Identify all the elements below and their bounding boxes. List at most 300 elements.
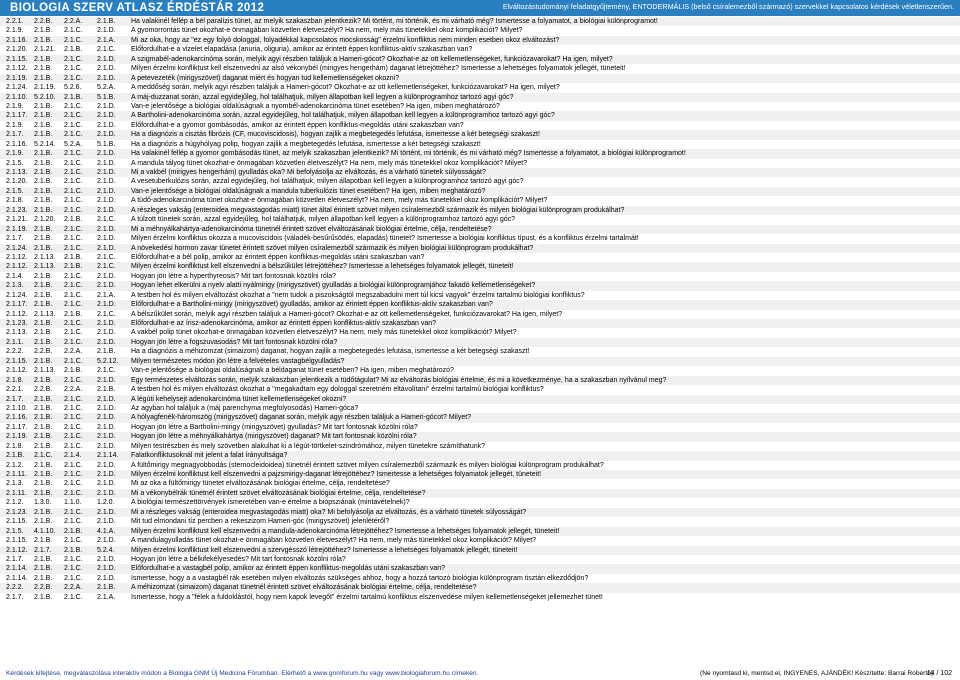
code-4: 2.1.D.: [97, 206, 116, 214]
question-text: Ha valakinél fellép a gyomor gombásodás tünet, az melyik szakaszban jelentkezik? Mi történt, mi történik, és mi várható még? Ismertesse a folyamatot, a biológiai különprogramot!: [131, 150, 686, 158]
question-text: Ha a diagnózis a méhizomzat (simaizom) daganat, hogyan zajlik a megbetegedés lefutása, ismertesse a két betegségi szakaszt!: [131, 348, 530, 356]
table-row: [0, 55, 960, 64]
code-2: 2.1.B.: [34, 574, 53, 582]
page-title: BIOLOGIA SZERV ATLASZ ÉRDÉSTÁR 2012: [10, 2, 265, 14]
code-4: 2.1.D.: [97, 112, 116, 120]
code-2: 2.1.B.: [34, 159, 53, 167]
code-2: 2.1.B.: [34, 74, 53, 82]
code-3: 2.1.C.: [64, 74, 83, 82]
code-2: 2.1.13.: [34, 367, 56, 375]
code-4: 2.1.D.: [97, 442, 116, 450]
code-3: 2.1.B.: [64, 310, 83, 318]
code-1: 2.1.1.: [6, 338, 24, 346]
code-2: 2.1.B.: [34, 338, 53, 346]
question-text: A máj-duzzanat során, azzal egyidejűleg, hol találhatjuk, milyen állapotban kell legyen a különprogramhoz tartozó agyi góc?: [131, 93, 514, 101]
question-text: A testben hol és milyen elváltozást okozhat a "megakadtam egy dologgal szeretném eltávolítani" érzelmi tartalmú biológiai konfliktus?: [131, 386, 544, 394]
code-4: 5.2.4.: [97, 546, 115, 554]
code-3: 2.1.C.: [64, 414, 83, 422]
code-3: 2.1.C.: [64, 55, 83, 63]
table-row: [0, 187, 960, 196]
code-2: 2.1.B.: [34, 395, 53, 403]
code-2: 2.1.B.: [34, 301, 53, 309]
table-row: [0, 479, 960, 488]
question-text: Mi a részleges vakság (enteroidea megvastagodás miatt) oka? Mi befolyásolja az elváltozás, és a várható tünetek súlyosságát?: [131, 508, 527, 516]
code-2: 2.1.B.: [34, 169, 53, 176]
code-1: 2.2.1.: [6, 386, 24, 394]
code-3: 2.1.C.: [64, 338, 83, 346]
question-text: Van-e jelentősége a biológiai oldalúságnak a béldaganat tünet esetében? Ha igen, miben meghatározó?: [131, 367, 454, 375]
code-1: 2.1.9.: [6, 121, 24, 129]
code-4: 2.1.D.: [97, 395, 116, 403]
code-2: 2.1.13.: [34, 310, 56, 318]
code-4: 2.1.D.: [97, 121, 116, 129]
code-2: 2.1.B.: [34, 65, 53, 73]
table-row: [0, 319, 960, 328]
code-4: 2.1.D.: [97, 320, 116, 327]
code-1: 2.1.17.: [6, 112, 28, 120]
code-3: 2.1.C.: [64, 159, 83, 167]
table-row: [0, 413, 960, 422]
code-3: 2.1.C.: [64, 320, 83, 327]
code-3: 2.1.C.: [64, 235, 83, 243]
code-3: 2.1.C.: [64, 518, 83, 526]
question-text: A Bartholini-adenokarcinóma során, azzal egyidejűleg, hol találhatjuk, milyen állapotban kell legyen a különprogramhoz tartozó agyi góc?: [131, 112, 555, 120]
code-1: 2.1.13.: [6, 329, 28, 337]
code-4: 2.1.D.: [97, 235, 116, 243]
code-1: 2.1.11.: [6, 471, 27, 478]
question-text: Milyen érzelmi konfliktust kell elszenvedni a szervgésszó létrejöttéhez? Ismertesse a lehetséges folyamatok jellegét, tüneteit!: [131, 546, 518, 554]
code-4: 5.1.B.: [97, 93, 116, 101]
question-text: Milyen érzelmi konfliktust kell elszenvedni a pajzsmirigy-daganat létrejöttéhez? Ismertesse a lehetséges folyamatok jellegét, tüneteit!: [131, 471, 542, 478]
table-row: [0, 546, 960, 555]
code-4: 2.1.D.: [97, 471, 116, 478]
code-1: 2.1.13.: [6, 169, 28, 176]
code-4: 2.1.D.: [97, 537, 116, 545]
question-text: Mit tud elmondani tíz percben a rekeszizom Hameri-góc (mirigyszövet) jelenlétéről?: [131, 518, 390, 526]
code-4: 2.1.D.: [97, 480, 116, 488]
code-2: 2.1.19.: [34, 84, 56, 92]
table-row: [0, 347, 960, 356]
code-1: 2.1.5.: [6, 527, 24, 535]
table-row: [0, 234, 960, 243]
code-4: 2.1.D.: [97, 555, 116, 563]
question-text: A biológiai természettörvények ismeretében van-e értelme a biopsziának (mintavételnek)?: [131, 499, 410, 507]
question-text: Mi az oka a fültőmirigy tünetet elváltozásának biológiai értelme, célja, rendeltetése?: [131, 480, 390, 488]
table-row: [0, 262, 960, 271]
table-row: [0, 508, 960, 517]
code-2: 2.1.21.: [34, 46, 56, 54]
table-row: [0, 328, 960, 337]
code-4: 5.2.A.: [97, 84, 116, 92]
table-row: [0, 583, 960, 592]
code-4: 2.1.D.: [97, 197, 116, 205]
code-4: 2.1.C.: [97, 310, 116, 318]
code-4: 2.1.D.: [97, 338, 116, 346]
code-2: 2.1.20.: [34, 216, 56, 224]
code-2: 2.1.B.: [34, 404, 53, 412]
code-2: 2.1.B.: [34, 433, 53, 441]
code-1: 2.1.20.: [6, 46, 28, 54]
table-row: [0, 357, 960, 366]
code-1: 2.1.10.: [6, 93, 28, 101]
code-1: 2.1.24.: [6, 291, 28, 299]
table-row: [0, 130, 960, 139]
code-2: 2.1.B.: [34, 27, 53, 35]
question-text: Van-e jelentősége a biológiai oldalúságnak a mandula tuberkulózis tünet esetében? Ha igen, miben meghatározó?: [131, 187, 486, 195]
code-2: 2.1.B.: [34, 36, 53, 44]
table-row: [0, 215, 960, 224]
code-1: 2.1.7.: [6, 235, 24, 243]
code-2: 2.1.B.: [34, 235, 53, 243]
question-text: A mandulagyulladás tünet okozhat-e önmagában közvetlen életveszélyt? Ha nem, mely más tünetekkel okoz komplikációt? Milyet?: [131, 537, 537, 545]
table-row: [0, 338, 960, 347]
table-row: [0, 225, 960, 234]
code-1: 2.1.16.: [6, 36, 28, 44]
code-3: 2.1.C.: [64, 301, 83, 309]
table-row: [0, 376, 960, 385]
code-4: 1.2.0.: [97, 499, 115, 507]
code-3: 1.1.0.: [64, 499, 82, 507]
code-2: 2.1.B.: [34, 357, 53, 365]
code-4: 2.1.D.: [97, 55, 116, 63]
code-1: 2.1.14.: [6, 574, 28, 582]
code-3: 2.1.C.: [64, 565, 83, 573]
code-3: 2.1.C.: [64, 187, 83, 195]
table-row: [0, 310, 960, 319]
code-2: 2.1.B.: [34, 55, 53, 63]
question-text: A meddőség során, melyik agyi részben találjuk a Hameri-gócot? Okozhat-e az ott kellemetlenségeket, funkciózavarokat? Ha igen, milyet?: [131, 84, 560, 92]
code-1: 2.1.11.: [6, 489, 27, 497]
code-2: 2.2.B.: [34, 584, 53, 592]
code-4: 2.1.C.: [97, 253, 116, 261]
question-text: Előfordulhat-e a vizelet elapadása (anuria, oliguria), amikor az érintett éppen konfliktus-aktív szakaszban van?: [131, 46, 473, 54]
code-4: 2.1.D.: [97, 433, 116, 441]
code-3: 2.2.A.: [64, 348, 83, 356]
table-row: [0, 149, 960, 158]
code-4: 2.1.A.: [97, 36, 116, 44]
code-2: 2.1.B.: [34, 461, 53, 469]
code-3: 2.1.B.: [64, 367, 83, 375]
code-1: 2.1.3.: [6, 282, 24, 290]
code-3: 2.1.C.: [64, 244, 83, 252]
table-row: [0, 196, 960, 205]
footer-forum-note[interactable]: Kérdések kifejtése, megválaszolása interaktív módon a Biológia GNM Új Medicina Fórumban. Elérhető a www.gnmforum.hu vagy www.biologiaforum.hu címeken.: [6, 670, 479, 677]
code-3: 2.1.C.: [64, 442, 83, 450]
code-4: 2.1.D.: [97, 65, 116, 73]
table-row: [0, 574, 960, 583]
question-text: A mandula tályog tünet okozhat-e önmagában közvetlen életveszélyt? Ha nem, mely más tünetekkel okoz komplikációt? Milyet?: [131, 159, 528, 167]
code-3: 2.1.C.: [64, 169, 83, 176]
code-2: 2.1.7.: [34, 546, 52, 554]
code-1: 2.1.12.: [6, 546, 28, 554]
question-text: Ha valakinél fellép a bél paralízis tünet, az melyik szakaszban jelentkezik? Mi történt, mi történik, és mi várható még? Ismertesse a folyamatot, a biológiai különprogramot!: [131, 18, 658, 25]
page-header: [0, 0, 960, 16]
code-2: 2.1.B.: [34, 320, 53, 327]
table-row: [0, 17, 960, 26]
table-row: [0, 404, 960, 413]
code-4: 2.1.D.: [97, 244, 116, 252]
code-4: 2.1.D.: [97, 159, 116, 167]
code-3: 2.1.B.: [64, 216, 83, 224]
code-1: 2.1.19.: [6, 74, 28, 82]
code-3: 2.1.B.: [64, 46, 83, 54]
table-row: [0, 83, 960, 92]
question-text: Mi a vakbél (mirigyes hengerhám) gyulladás oka? Mi befolyásolja az elváltozás, és a várható tünetek súlyosságát?: [131, 169, 486, 176]
question-text: Az agyban hol találjuk a (máj parenchyma megfolyosodás) Hameri-góca?: [131, 404, 359, 412]
question-text: A petevezeték (mirigyszövet) daganat miért és hogyan tud kellemetlenségeket okozni?: [131, 74, 400, 82]
code-4: 2.1.D.: [97, 508, 116, 516]
code-4: 4.1.A.: [97, 527, 116, 535]
code-1: 2.1.2.: [6, 461, 24, 469]
code-1: 2.1.23.: [6, 320, 28, 327]
question-text: Milyen természetes módon jön létre a felvételes vastagbélgyulladás?: [131, 357, 345, 365]
code-1: 2.1.20.: [6, 178, 28, 186]
code-2: 2.1.B.: [34, 518, 53, 526]
code-3: 2.1.B.: [64, 546, 83, 554]
footer-author-note: (Ne nyomtasd ki, mentsd el, INGYENES, AJÁNDÉK! Készítette: Barrai Roberto): [700, 670, 934, 677]
table-row: [0, 36, 960, 45]
code-3: 2.1.B.: [64, 263, 83, 271]
question-text: Ha a diagnózis a cisztás fibrózis (CF, mucoviscidosis), hogyan zajlik a megbetegedés lefutása, ismertesse a két betegségi szakaszt!: [131, 131, 540, 139]
code-2: 2.1.B.: [34, 291, 53, 299]
code-4: 2.1.A.: [97, 291, 116, 299]
question-table: [0, 17, 960, 602]
code-1: 2.1.23.: [6, 508, 28, 516]
code-1: 2.1.24.: [6, 244, 28, 252]
question-text: A vesetuberkulózis során, azzal egyidejűleg, hol találhatjuk, milyen állapotban kell legyen a különprogramhoz tartozó agyi góc?: [131, 178, 524, 186]
question-text: A növekedési hormon zavar tünetet érintett szövet milyen csíralemezből származik és milyen biológiai különprogram produkálhat?: [131, 244, 534, 252]
code-4: 5.2.12.: [97, 357, 119, 365]
code-2: 2.1.B.: [34, 593, 53, 601]
code-4: 2.1.D.: [97, 74, 116, 82]
table-row: [0, 555, 960, 564]
code-3: 2.1.C.: [64, 433, 83, 441]
code-2: 2.1.B.: [34, 329, 53, 337]
code-3: 2.1.C.: [64, 471, 83, 478]
question-text: A hólyagfenék-háromszög (mirigyszövet) daganat során, melyik agyi részben találjuk a Hameri-gócot? Milyet?: [131, 414, 472, 422]
code-4: 2.1.D.: [97, 187, 116, 195]
code-2: 2.1.B.: [34, 480, 53, 488]
code-2: 2.1.B.: [34, 471, 53, 478]
code-1: 2.1.B.: [6, 452, 25, 460]
question-text: A vakbél polip tünet okozhat-e önmagában közvetlen életveszélyt? Ha nem, mely más tünetekkel okoz komplikációt? Milyet?: [131, 329, 517, 337]
code-4: 2.1.D.: [97, 574, 116, 582]
code-3: 2.1.C.: [64, 27, 83, 35]
code-3: 2.1.C.: [64, 423, 83, 431]
code-2: 2.1.B.: [34, 414, 53, 422]
question-text: A méhizomzat (simaizom) daganat tünetnél érintett szövet elváltozásának biológiai értelme, célja, rendeltetése?: [131, 584, 477, 592]
code-2: 2.1.B.: [34, 197, 53, 205]
code-1: 2.1.12.: [6, 65, 28, 73]
page-number: 14 / 102: [926, 670, 952, 677]
question-text: A részleges vakság (enteroidea megvastagodás miatt) tünet által érintett szövet milyen csíralemezből származik és milyen biológiai különprogram produkálhat?: [131, 206, 625, 214]
code-2: 2.1.B.: [34, 121, 53, 129]
table-row: [0, 395, 960, 404]
table-row: [0, 272, 960, 281]
code-4: 2.1.D.: [97, 150, 116, 158]
code-3: 2.1.B.: [64, 253, 83, 261]
code-4: 2.1.B.: [97, 348, 116, 356]
question-text: Falatkonfliktusoknál mit jelent a falat írányultsága?: [131, 452, 288, 460]
code-1: 2.1.2.: [6, 499, 24, 507]
table-row: [0, 527, 960, 536]
question-text: A tüdő-adenokarcinóma tünet okozhat-e önmagában közvetlen életveszélyt? Ha nem, mely más tünetekkel okoz komplikációt? Milyet?: [131, 197, 548, 205]
code-1: 2.1.14.: [6, 565, 28, 573]
table-row: [0, 461, 960, 470]
code-1: 2.1.12.: [6, 367, 28, 375]
code-1: 2.1.7.: [6, 131, 24, 139]
code-1: 2.1.7.: [6, 555, 24, 563]
table-row: [0, 281, 960, 290]
code-1: 2.1.23.: [6, 206, 28, 214]
code-2: 2.1.B.: [34, 508, 53, 516]
table-row: [0, 206, 960, 215]
code-1: 2.1.19.: [6, 225, 28, 233]
table-row: [0, 291, 960, 300]
table-row: [0, 159, 960, 168]
code-3: 2.1.C.: [64, 537, 83, 545]
code-1: 2.1.9.: [6, 150, 24, 158]
code-1: 2.1.15.: [6, 537, 28, 545]
code-1: 2.1.16.: [6, 140, 28, 148]
code-3: 5.2.A.: [64, 140, 83, 148]
question-text: Mi az oka, hogy az "ez egy folyó dologgal, folyadékkal kapcsolatos mocskosság" érzelmi konfliktus nem minden esetben okoz elváltozást?: [131, 36, 560, 44]
question-text: Hogyan lehet elkerülni a nyelv alatti nyálmirigy (mirigyszövet) gyulladás a biológiai különprogramjához fakadó kellemetlenségeket?: [131, 282, 536, 290]
code-1: 2.1.9.: [6, 27, 24, 35]
code-1: 2.2.2.: [6, 348, 24, 356]
table-row: [0, 45, 960, 54]
question-text: A fültőmirigy megnagyobbodás (sternocleidoidea) tünetnél érintett szövet milyen csíralemezből származik és milyen biológiai különprogram produkálhat?: [131, 461, 604, 469]
question-text: A túlzott tünetek során, azzal egyidejűleg, hol találhatjuk, milyen állapotban kell legyen a különprogramhoz tartozó agyi góc?: [131, 216, 516, 224]
table-row: [0, 451, 960, 460]
code-1: 2.1.24.: [6, 84, 28, 92]
code-3: 2.1.C.: [64, 593, 83, 601]
question-text: Előfordulhat-e a gyomor gombásodás, amikor az érintett éppen konfliktus-megoldás utáni szakaszban van?: [131, 121, 464, 129]
code-2: 2.1.B.: [34, 376, 53, 384]
question-text: A bélszűkület során, melyik agyi részben találjuk a Hameri-gócot? Okozhat-e az ott kellemetlenségeket, funkciózavarokat? Ha igen, milyet?: [131, 310, 563, 318]
table-row: [0, 244, 960, 253]
question-text: Előfordulhat-e az írisz-adenokarcinóma, amikor az érintett éppen konfliktus-aktív szakaszban van?: [131, 320, 437, 327]
code-3: 2.1.C.: [64, 102, 83, 110]
code-1: 2.1.17.: [6, 301, 28, 309]
code-3: 2.1.C.: [64, 291, 83, 299]
question-text: Hogyan jön létre a fogszuvasodás? Mit tart fontosnak közölni róla?: [131, 338, 338, 346]
table-row: [0, 536, 960, 545]
code-4: 2.1.D.: [97, 169, 116, 176]
code-1: 2.1.15.: [6, 55, 28, 63]
table-row: [0, 432, 960, 441]
question-text: A gyomorrontás tünet okozhat-e önmagában közvetlen életveszélyt? Ha nem, mely más tünetekkel okoz komplikációt? Milyet?: [131, 27, 523, 35]
question-text: Mi a méhnyálkahártya-adenokarcinóma tünetnél érintett szövet elváltozásának biológiai értelme, célja, rendeltetése?: [131, 225, 492, 233]
question-text: Van-e jelentősége a biológiai oldalúságnak a nyombél-adenokarcinóma tünet esetében? Ha igen, miben meghatározó?: [131, 102, 500, 110]
code-3: 2.1.C.: [64, 178, 83, 186]
table-row: [0, 93, 960, 102]
question-text: Előfordulhat-e a Bartholini-mirigy (mirigyszövet) gyulladás, amikor az érintett éppen konfliktus-aktív szakaszban van?: [131, 301, 493, 309]
code-3: 2.2.A.: [64, 18, 83, 25]
question-text: Milyen testrészben és mely szövetben alakulhat ki a légút-törtkelet-szindrómához, milyen tünetekre számíthatunk?: [131, 442, 486, 450]
code-4: 2.1.B.: [97, 584, 116, 592]
table-row: [0, 300, 960, 309]
code-3: 2.1.C.: [64, 131, 83, 139]
code-4: 2.1.B.: [97, 386, 116, 394]
code-4: 2.1.D.: [97, 404, 116, 412]
code-1: 2.1.3.: [6, 480, 24, 488]
code-1: 2.1.4.: [6, 272, 24, 280]
code-2: 2.1.B.: [34, 187, 53, 195]
code-3: 2.1.C.: [64, 555, 83, 563]
question-text: Milyen érzelmi konfliktus okozza a mucoviscidois (váladék-besűrűsödés, elapadás) tünetet? Ismertesse a biológiai konfliktus típust, és a konfliktus érzelmi tartalmát!: [131, 235, 639, 243]
code-2: 1.3.0.: [34, 499, 52, 507]
code-3: 2.1.C.: [64, 206, 83, 214]
code-2: 2.1.C.: [34, 452, 53, 460]
table-row: [0, 177, 960, 186]
code-4: 2.1.C.: [97, 367, 116, 375]
code-3: 2.1.C.: [64, 112, 83, 120]
code-4: 5.1.B.: [97, 140, 116, 148]
code-1: 2.1.17.: [6, 423, 28, 431]
code-2: 2.1.B.: [34, 489, 53, 497]
table-row: [0, 168, 960, 177]
code-4: 2.1.D.: [97, 131, 116, 139]
question-text: Hogyan jön létre a hyperthyreosis? Mit tart fontosnak közölni róla?: [131, 272, 337, 280]
question-text: A testben hol és milyen elváltozást okozhat a "nem tudok a piszokságtól megszabadulni mert túl kicsi vagyok" érzelmi tartalmú biológiai konfliktus?: [131, 291, 585, 299]
code-4: 2.1.D.: [97, 27, 116, 35]
page-footer: [0, 668, 960, 680]
table-row: [0, 517, 960, 526]
code-1: 2.1.10.: [6, 404, 28, 412]
code-4: 2.1.D.: [97, 376, 116, 384]
code-1: 2.1.12.: [6, 310, 28, 318]
code-4: 2.1.C.: [97, 263, 116, 271]
question-text: Előfordulhat-e a bél polip, amikor az érintett éppen konfliktus-megoldás utáni szakaszban van?: [131, 253, 425, 261]
code-2: 2.1.B.: [34, 112, 53, 120]
table-row: [0, 140, 960, 149]
table-row: [0, 489, 960, 498]
code-3: 2.1.C.: [64, 574, 83, 582]
code-1: 2.1.9.: [6, 102, 24, 110]
question-text: Milyen érzelmi konfliktust kell elszenvedni az alsó vékonybél (mirigyes hengerhám) daganat létrejöttéhez? Ismertesse a lehetséges folyamatok jellegét, tüneteit!: [131, 65, 626, 73]
table-row: [0, 593, 960, 602]
code-3: 2.1.4.: [64, 452, 82, 460]
code-4: 2.1.D.: [97, 489, 116, 497]
code-4: 2.1.D.: [97, 102, 116, 110]
table-row: [0, 498, 960, 507]
code-3: 2.1.C.: [64, 282, 83, 290]
code-3: 2.1.C.: [64, 225, 83, 233]
question-text: Milyen érzelmi konfliktust kell elszenvedni a bélszűkület létrejöttéhez? Ismertesse a lehetséges folyamatok jellegét, tüneteit!: [131, 263, 514, 271]
code-3: 2.1.B.: [64, 527, 83, 535]
code-3: 2.1.C.: [64, 36, 83, 44]
question-text: Hogyan jön létre a Bartholini-mirigy (mirigyszövet) gyulladás? Mit tart fontosnak közölni róla?: [131, 423, 418, 431]
code-3: 2.1.C.: [64, 357, 83, 365]
code-1: 2.1.8.: [6, 376, 24, 384]
question-text: Ismertesse, hogy a a vastagbél rák esetében milyen elváltozás szükséges ahhoz, hogy a hozzá tartozó biológiai különprogram tisztán elkezdődjön?: [131, 574, 589, 582]
code-1: 2.1.15.: [6, 357, 28, 365]
code-2: 2.2.B.: [34, 18, 53, 25]
code-3: 2.1.C.: [64, 197, 83, 205]
code-1: 2.1.8.: [6, 442, 24, 450]
table-row: [0, 564, 960, 573]
code-2: 4.1.10.: [34, 527, 56, 535]
table-row: [0, 102, 960, 111]
code-2: 2.1.13.: [34, 263, 56, 271]
question-text: Mi a vékonybélrák tünetnél érintett szövet elváltozásának biológiai értelme, célja, rendeltetése?: [131, 489, 426, 497]
code-2: 2.2.B.: [34, 386, 53, 394]
code-3: 2.1.C.: [64, 329, 83, 337]
question-text: Ismertesse, hogy a "félek a fuldoklástól, hogy nem kapok levegőt" érzelmi tartalmú konfliktus elszenvedése milyen kellemetlenségeket jellemezhet tünet!: [131, 593, 603, 601]
code-1: 2.1.16.: [6, 414, 28, 422]
question-text: Előfordulhat-e a vastagbél polip, amikor az érintett éppen konfliktus-megoldás utáni szakaszban van?: [131, 565, 446, 573]
